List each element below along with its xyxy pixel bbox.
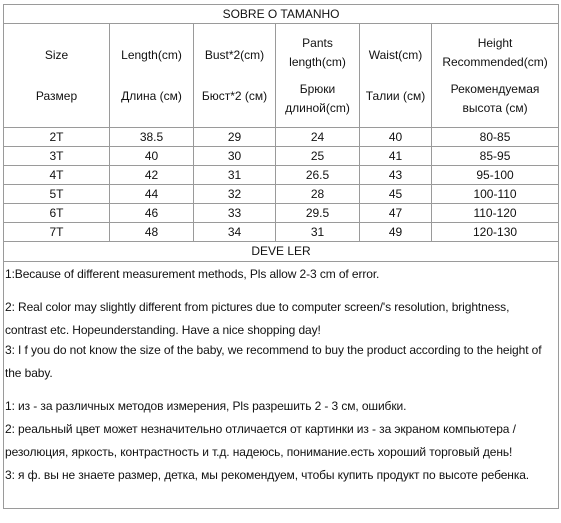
header-height-ru-line1: Рекомендуемая	[450, 81, 540, 96]
cell-length: 38.5	[110, 128, 194, 147]
cell-length: 48	[110, 223, 194, 242]
cell-bust: 34	[194, 223, 276, 242]
header-pants-en-line2: length(cm)	[289, 54, 346, 69]
cell-size: 7T	[4, 223, 110, 242]
note-ru-2a: 2: реальный цвет может незначительно отличается от картинки из - за экраном компьютера /	[5, 422, 516, 436]
header-waist	[360, 24, 432, 128]
cell-height: 120-130	[432, 223, 559, 242]
cell-length: 42	[110, 166, 194, 185]
size-chart	[3, 4, 558, 520]
header-height-en-line1: Height	[477, 35, 513, 50]
cell-length: 46	[110, 204, 194, 223]
header-bust-en: Bust*2(cm)	[204, 47, 265, 62]
cell-waist: 40	[360, 128, 432, 147]
header-bust	[194, 24, 276, 128]
header-length	[110, 24, 194, 128]
cell-waist: 49	[360, 223, 432, 242]
cell-height: 80-85	[432, 128, 559, 147]
cell-bust: 30	[194, 147, 276, 166]
cell-bust: 33	[194, 204, 276, 223]
header-size-ru: Размер	[35, 88, 78, 103]
cell-pants: 26.5	[276, 166, 360, 185]
table-row	[4, 185, 559, 204]
header-waist-en: Waist(cm)	[368, 47, 423, 62]
header-bust-ru: Бюст*2 (см)	[201, 88, 268, 103]
cell-pants: 25	[276, 147, 360, 166]
header-height-ru-line2: высота (см)	[462, 100, 528, 115]
cell-waist: 47	[360, 204, 432, 223]
note-en-2a: 2: Real color may slightly different from pictures due to computer screen/'s resolution, brightness,	[5, 300, 510, 314]
note-ru-1: 1: из - за различных методов измерения, Pls разрешить 2 - 3 см, ошибки.	[5, 399, 407, 413]
table-row	[4, 128, 559, 147]
cell-size: 6T	[4, 204, 110, 223]
header-row	[4, 24, 559, 128]
cell-waist: 45	[360, 185, 432, 204]
cell-waist: 41	[360, 147, 432, 166]
notes-section	[4, 262, 559, 509]
cell-bust: 29	[194, 128, 276, 147]
cell-pants: 24	[276, 128, 360, 147]
note-en-2b: contrast etc. Hopeunderstanding. Have a nice shopping day!	[5, 323, 321, 337]
cell-length: 40	[110, 147, 194, 166]
header-size-en: Size	[44, 47, 69, 62]
cell-height: 95-100	[432, 166, 559, 185]
note-en-1: 1:Because of different measurement methods, Pls allow 2-3 cm of error.	[5, 267, 380, 281]
note-ru-3: 3: я ф. вы не знаете размер, детка, мы рекомендуем, чтобы купить продукт по высоте ребенка.	[5, 468, 530, 482]
header-pants-ru-line1: Брюки	[299, 81, 336, 96]
table-row	[4, 147, 559, 166]
table-row	[4, 223, 559, 242]
cell-height: 85-95	[432, 147, 559, 166]
header-length-ru: Длина (см)	[121, 88, 182, 103]
note-en-3b: the baby.	[5, 366, 53, 380]
cell-pants: 28	[276, 185, 360, 204]
header-pants-length	[276, 24, 360, 128]
header-waist-ru: Талии (см)	[365, 88, 426, 103]
cell-pants: 31	[276, 223, 360, 242]
cell-waist: 43	[360, 166, 432, 185]
cell-size: 3T	[4, 147, 110, 166]
cell-size: 4T	[4, 166, 110, 185]
cell-pants: 29.5	[276, 204, 360, 223]
header-height	[432, 24, 559, 128]
cell-size: 2T	[4, 128, 110, 147]
cell-length: 44	[110, 185, 194, 204]
header-pants-ru-line2: длиной(cm)	[285, 100, 350, 115]
cell-bust: 32	[194, 185, 276, 204]
notes-title: DEVE LER	[4, 242, 559, 262]
cell-height: 100-110	[432, 185, 559, 204]
cell-bust: 31	[194, 166, 276, 185]
note-en-3a: 3: I f you do not know the size of the baby, we recommend to buy the product according to the height of	[5, 343, 542, 357]
header-pants-en-line1: Pants	[302, 35, 333, 50]
size-table	[3, 4, 559, 509]
cell-size: 5T	[4, 185, 110, 204]
table-row	[4, 166, 559, 185]
header-height-en-line2: Recommended(cm)	[442, 54, 548, 69]
header-size	[4, 24, 110, 128]
table-row	[4, 204, 559, 223]
cell-height: 110-120	[432, 204, 559, 223]
note-ru-2b: резолюция, яркость, контрастность и т.д. надеюсь, понимание.есть хороший торговый день!	[5, 445, 513, 459]
header-length-en: Length(cm)	[121, 47, 182, 62]
table-title: SOBRE O TAMANHO	[4, 5, 559, 24]
